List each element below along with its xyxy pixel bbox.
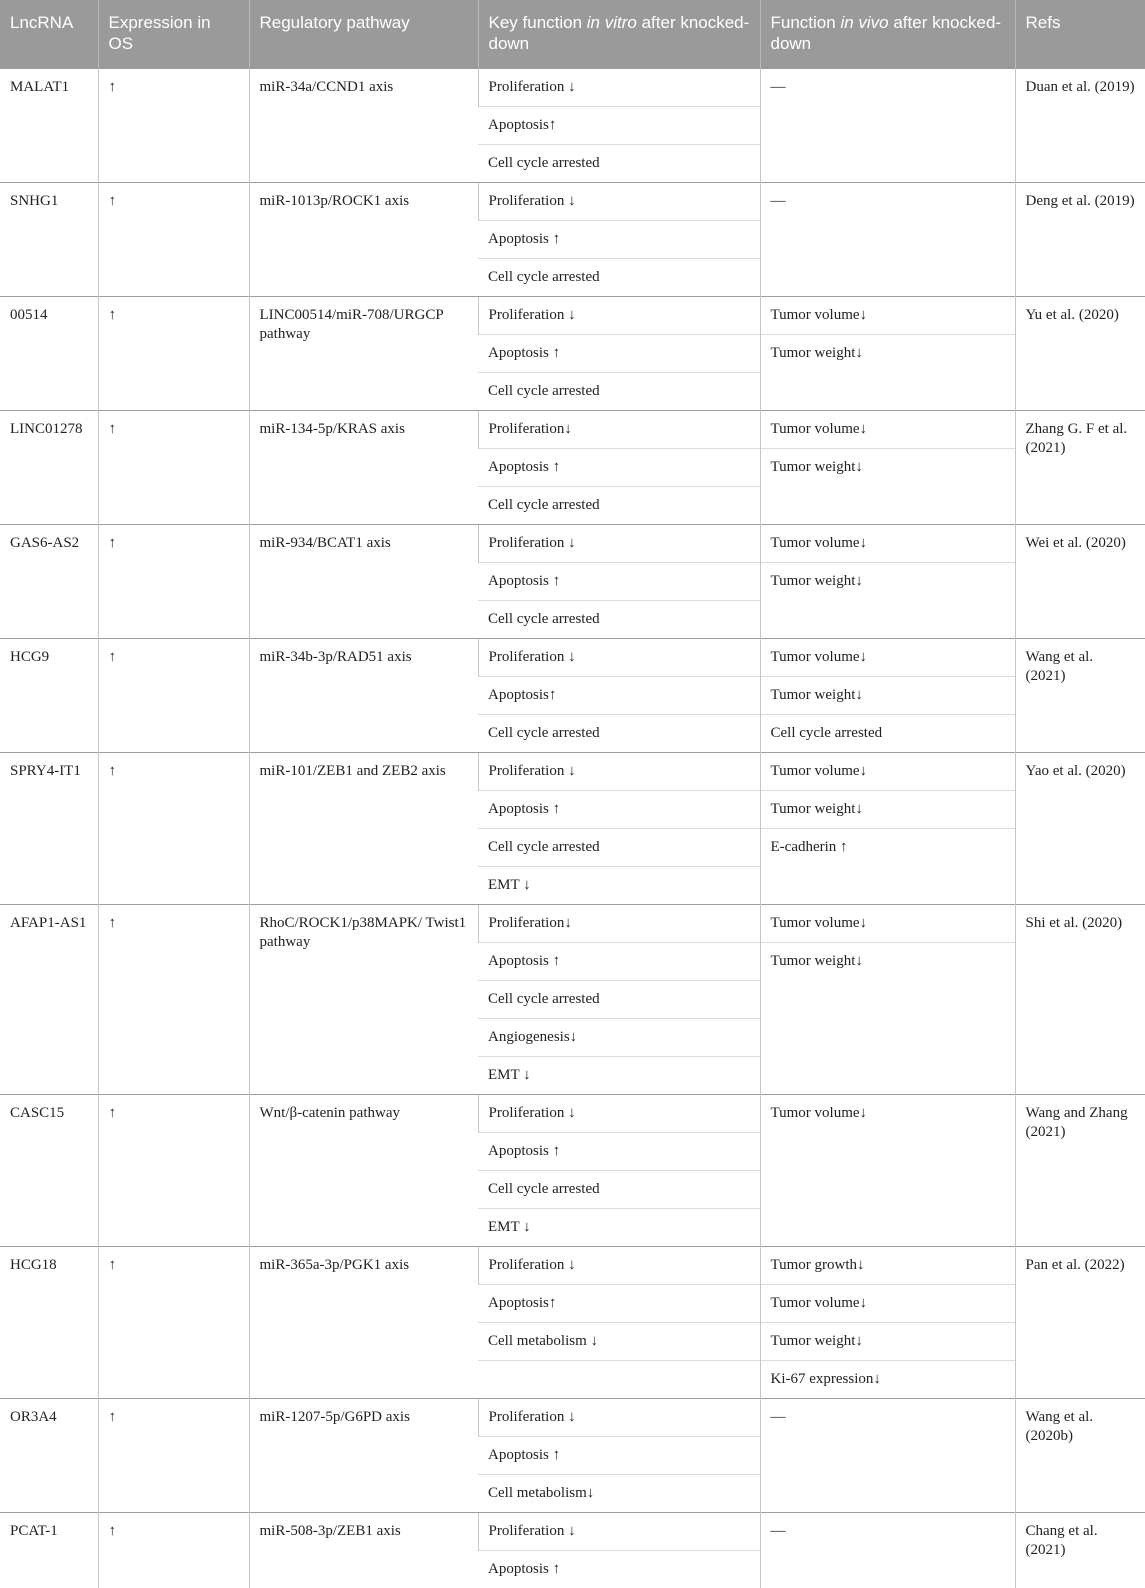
header-pathway: Regulatory pathway: [249, 0, 478, 69]
cell-in-vivo: Tumor weight↓: [760, 791, 1015, 829]
table-row: [0, 1399, 1145, 1437]
cell-in-vivo: —: [760, 69, 1015, 183]
cell-pathway: miR-365a-3p/PGK1 axis: [249, 1247, 478, 1399]
cell-in-vitro: Proliferation ↓: [478, 1513, 760, 1551]
cell-in-vitro: Proliferation ↓: [478, 69, 760, 107]
cell-lncrna: AFAP1-AS1: [0, 905, 98, 1095]
cell-in-vivo: Tumor weight↓: [760, 677, 1015, 715]
cell-expression: ↑: [98, 183, 249, 297]
table-row: [0, 297, 1145, 335]
cell-in-vitro: Cell cycle arrested: [478, 145, 760, 183]
cell-in-vitro: Apoptosis ↑: [478, 449, 760, 487]
cell-in-vitro: Proliferation ↓: [478, 297, 760, 335]
cell-in-vitro: [478, 1361, 760, 1399]
table-row: [0, 1513, 1145, 1551]
cell-lncrna: MALAT1: [0, 69, 98, 183]
cell-lncrna: 00514: [0, 297, 98, 411]
cell-in-vivo: Tumor volume↓: [760, 525, 1015, 563]
cell-in-vitro: Angiogenesis↓: [478, 1019, 760, 1057]
cell-in-vitro: Apoptosis ↑: [478, 563, 760, 601]
cell-in-vivo: Tumor volume↓: [760, 297, 1015, 335]
cell-in-vitro: Cell cycle arrested: [478, 373, 760, 411]
cell-in-vivo: Ki-67 expression↓: [760, 1361, 1015, 1399]
cell-lncrna: SPRY4-IT1: [0, 753, 98, 905]
table-row: [0, 183, 1145, 221]
cell-in-vivo: Tumor volume↓: [760, 753, 1015, 791]
cell-in-vitro: Apoptosis ↑: [478, 1437, 760, 1475]
cell-in-vitro: Cell cycle arrested: [478, 829, 760, 867]
cell-in-vitro: Cell metabolism↓: [478, 1475, 760, 1513]
cell-refs: Duan et al. (2019): [1015, 69, 1145, 183]
cell-in-vivo: —: [760, 1399, 1015, 1513]
cell-in-vitro: Apoptosis ↑: [478, 221, 760, 259]
table-header: [0, 0, 1145, 69]
table-row: [0, 1247, 1145, 1285]
cell-in-vivo: Tumor weight↓: [760, 943, 1015, 1095]
cell-in-vivo: E-cadherin ↑: [760, 829, 1015, 905]
cell-in-vitro: Proliferation ↓: [478, 1247, 760, 1285]
cell-lncrna: CASC15: [0, 1095, 98, 1247]
table-body: [0, 69, 1145, 1588]
cell-in-vitro: Proliferation↓: [478, 905, 760, 943]
cell-refs: Pan et al. (2022): [1015, 1247, 1145, 1399]
cell-lncrna: OR3A4: [0, 1399, 98, 1513]
cell-pathway: miR-508-3p/ZEB1 axis: [249, 1513, 478, 1588]
cell-pathway: miR-134-5p/KRAS axis: [249, 411, 478, 525]
cell-expression: ↑: [98, 1095, 249, 1247]
cell-expression: ↑: [98, 525, 249, 639]
cell-lncrna: LINC01278: [0, 411, 98, 525]
cell-in-vitro: Apoptosis ↑: [478, 1551, 760, 1588]
cell-lncrna: HCG18: [0, 1247, 98, 1399]
cell-in-vitro: Proliferation ↓: [478, 639, 760, 677]
cell-in-vivo: Tumor volume↓: [760, 411, 1015, 449]
cell-pathway: miR-101/ZEB1 and ZEB2 axis: [249, 753, 478, 905]
header-in-vivo-pre: Function: [771, 13, 841, 32]
cell-pathway: miR-934/BCAT1 axis: [249, 525, 478, 639]
cell-in-vivo: Tumor weight↓: [760, 1323, 1015, 1361]
cell-in-vivo: Tumor weight↓: [760, 335, 1015, 411]
cell-in-vitro: Cell cycle arrested: [478, 1171, 760, 1209]
cell-in-vivo: —: [760, 183, 1015, 297]
cell-in-vitro: EMT ↓: [478, 1057, 760, 1095]
cell-in-vivo: —: [760, 1513, 1015, 1588]
cell-in-vivo: Tumor growth↓: [760, 1247, 1015, 1285]
header-in-vitro-pre: Key function: [489, 13, 587, 32]
cell-in-vitro: Cell cycle arrested: [478, 487, 760, 525]
cell-pathway: miR-34b-3p/RAD51 axis: [249, 639, 478, 753]
table-row: [0, 905, 1145, 943]
cell-in-vitro: Proliferation ↓: [478, 1095, 760, 1133]
cell-in-vitro: EMT ↓: [478, 867, 760, 905]
cell-in-vivo: Tumor volume↓: [760, 1285, 1015, 1323]
cell-expression: ↑: [98, 753, 249, 905]
cell-in-vitro: Proliferation ↓: [478, 525, 760, 563]
cell-in-vitro: Apoptosis ↑: [478, 791, 760, 829]
cell-in-vitro: Cell metabolism ↓: [478, 1323, 760, 1361]
cell-in-vitro: Cell cycle arrested: [478, 601, 760, 639]
cell-in-vitro: Proliferation ↓: [478, 1399, 760, 1437]
cell-expression: ↑: [98, 1247, 249, 1399]
cell-pathway: miR-1013p/ROCK1 axis: [249, 183, 478, 297]
cell-lncrna: PCAT-1: [0, 1513, 98, 1588]
header-in-vivo: [760, 0, 1015, 69]
cell-refs: Wang et al. (2021): [1015, 639, 1145, 753]
cell-expression: ↑: [98, 411, 249, 525]
cell-refs: Shi et al. (2020): [1015, 905, 1145, 1095]
cell-in-vitro: Apoptosis ↑: [478, 943, 760, 981]
header-row: [0, 0, 1145, 69]
table-row: [0, 1095, 1145, 1133]
cell-in-vitro: Proliferation ↓: [478, 183, 760, 221]
cell-in-vitro: Cell cycle arrested: [478, 715, 760, 753]
header-in-vitro-post: after knocked-down: [489, 13, 750, 53]
cell-in-vitro: Apoptosis↑: [478, 107, 760, 145]
cell-expression: ↑: [98, 69, 249, 183]
cell-in-vitro: Proliferation↓: [478, 411, 760, 449]
header-expression: Expression in OS: [98, 0, 249, 69]
table-row: [0, 639, 1145, 677]
cell-in-vitro: Apoptosis ↑: [478, 1133, 760, 1171]
cell-expression: ↑: [98, 1513, 249, 1588]
cell-in-vivo: Tumor weight↓: [760, 449, 1015, 525]
cell-in-vitro: Apoptosis↑: [478, 677, 760, 715]
cell-expression: ↑: [98, 1399, 249, 1513]
cell-in-vitro: EMT ↓: [478, 1209, 760, 1247]
cell-in-vitro: Proliferation ↓: [478, 753, 760, 791]
header-in-vitro-em: in vitro: [587, 13, 637, 32]
cell-in-vivo: Cell cycle arrested: [760, 715, 1015, 753]
header-in-vivo-post: after knocked-down: [771, 13, 1002, 53]
cell-refs: Zhang G. F et al. (2021): [1015, 411, 1145, 525]
table-row: [0, 69, 1145, 107]
cell-in-vitro: Cell cycle arrested: [478, 981, 760, 1019]
header-in-vitro: [478, 0, 760, 69]
cell-in-vivo: Tumor volume↓: [760, 639, 1015, 677]
cell-lncrna: GAS6-AS2: [0, 525, 98, 639]
cell-lncrna: HCG9: [0, 639, 98, 753]
cell-refs: Yu et al. (2020): [1015, 297, 1145, 411]
cell-refs: Chang et al. (2021): [1015, 1513, 1145, 1588]
cell-refs: Wang et al. (2020b): [1015, 1399, 1145, 1513]
cell-refs: Yao et al. (2020): [1015, 753, 1145, 905]
cell-in-vivo: Tumor volume↓: [760, 905, 1015, 943]
cell-pathway: miR-34a/CCND1 axis: [249, 69, 478, 183]
cell-refs: Deng et al. (2019): [1015, 183, 1145, 297]
cell-pathway: miR-1207-5p/G6PD axis: [249, 1399, 478, 1513]
cell-in-vitro: Apoptosis↑: [478, 1285, 760, 1323]
cell-in-vivo: Tumor weight↓: [760, 563, 1015, 639]
cell-lncrna: SNHG1: [0, 183, 98, 297]
cell-in-vivo: Tumor volume↓: [760, 1095, 1015, 1247]
table-row: [0, 753, 1145, 791]
cell-refs: Wei et al. (2020): [1015, 525, 1145, 639]
cell-expression: ↑: [98, 905, 249, 1095]
cell-refs: Wang and Zhang (2021): [1015, 1095, 1145, 1247]
header-in-vivo-em: in vivo: [840, 13, 888, 32]
table-row: [0, 525, 1145, 563]
cell-pathway: LINC00514/miR-708/URGCP pathway: [249, 297, 478, 411]
cell-expression: ↑: [98, 297, 249, 411]
cell-in-vitro: Apoptosis ↑: [478, 335, 760, 373]
cell-pathway: RhoC/ROCK1/p38MAPK/ Twist1 pathway: [249, 905, 478, 1095]
table-row: [0, 411, 1145, 449]
header-refs: Refs: [1015, 0, 1145, 69]
cell-expression: ↑: [98, 639, 249, 753]
cell-pathway: Wnt/β-catenin pathway: [249, 1095, 478, 1247]
header-lncrna: LncRNA: [0, 0, 98, 69]
cell-in-vitro: Cell cycle arrested: [478, 259, 760, 297]
